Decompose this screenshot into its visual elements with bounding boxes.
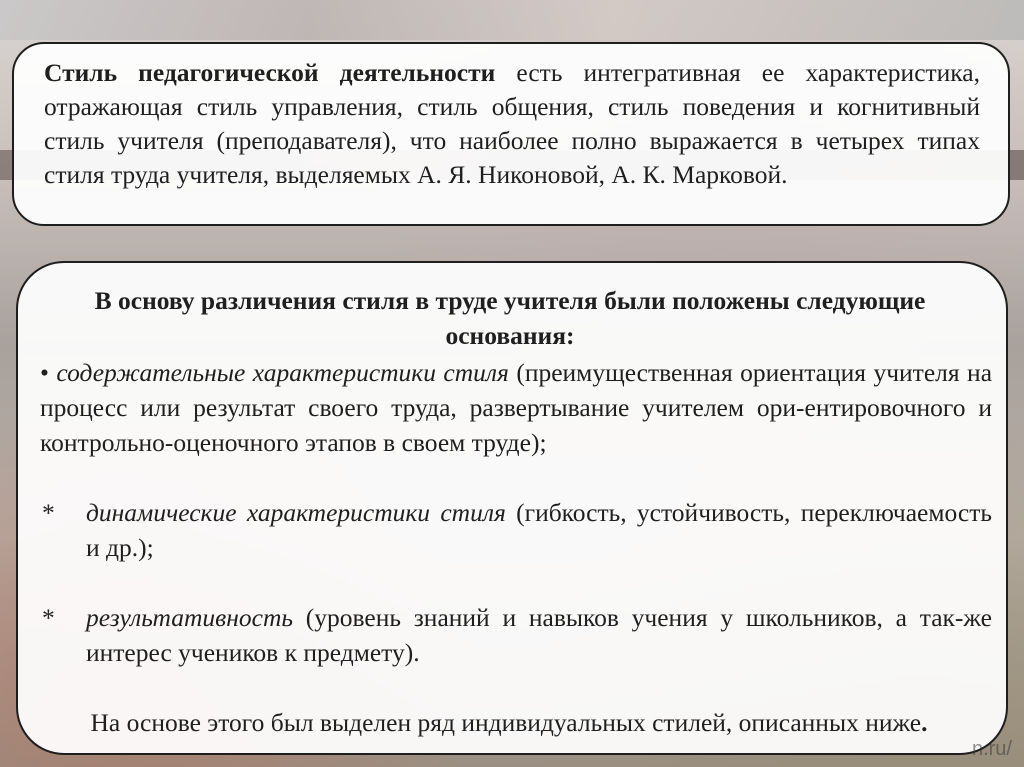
background-stripe xyxy=(0,0,1024,40)
bullet-marker: * xyxy=(42,498,55,527)
list-item xyxy=(40,600,992,670)
list-item xyxy=(40,495,992,565)
footer-url: n.ru/ xyxy=(971,738,1012,760)
conclusion-body: На основе этого был выделен ряд индивидуальных стилей, описанных ниже xyxy=(90,708,922,737)
bases-heading: В основу различения стиля в труде учителя были положены следующие основания: xyxy=(94,286,926,350)
list-item-text: (уровень знаний и навыков учения у школьников, а так-же интерес учеников к предмету). xyxy=(86,603,992,667)
definition-panel xyxy=(12,42,1010,226)
list-item-term: результативность xyxy=(86,603,293,632)
conclusion-period: . xyxy=(921,708,928,737)
definition-text: есть интегративная ее характеристика, отражающая стиль управления, стиль общения, стиль поведения и когнитивный стиль учителя (преподавателя), что наиболее полно выражается в четырех типах стиля труда учителя, выделяемых А. Я. Никоновой, А. К. Марковой. xyxy=(44,58,980,189)
bases-panel xyxy=(16,261,1008,755)
list-item xyxy=(40,355,992,460)
conclusion-text xyxy=(40,705,992,740)
bullet-marker: * xyxy=(42,603,55,632)
list-item-text: (гибкость, устойчивость, переключаемость и др.); xyxy=(86,498,992,562)
list-item-term: динамические характеристики стиля xyxy=(86,498,506,527)
definition-term: Стиль педагогической деятельности xyxy=(44,58,496,87)
list-item-text: (преимущественная ориентация учителя на процесс или результат своего труда, развертывание учителем ори-ентировочного и контрольно-оценочного этапов в своем труде); xyxy=(40,358,993,457)
bullet-marker: • xyxy=(40,358,49,387)
list-item-term: содержательные характеристики стиля xyxy=(56,358,509,387)
